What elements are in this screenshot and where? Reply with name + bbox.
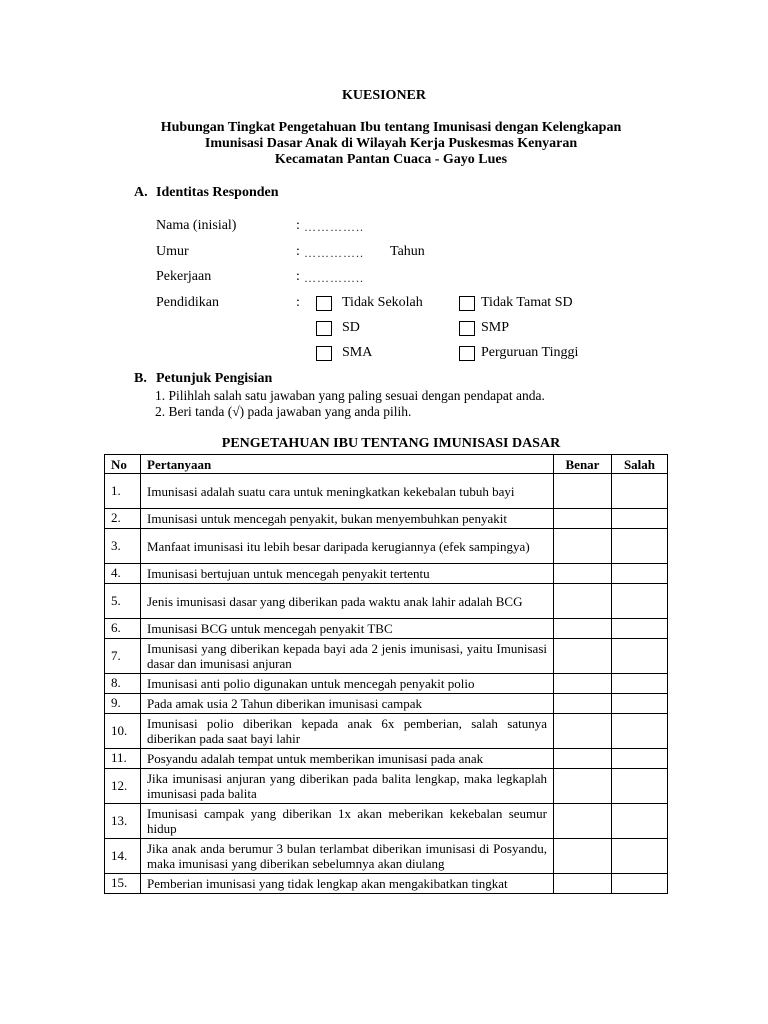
option-label: Tidak Sekolah: [342, 295, 423, 310]
option-label: SD: [342, 320, 360, 335]
field-colon: :: [296, 295, 300, 310]
row-number: 1.: [105, 474, 141, 509]
table-title: PENGETAHUAN IBU TENTANG IMUNISASI DASAR: [221, 436, 561, 451]
row-number: 12.: [105, 769, 141, 804]
section-a-heading: [134, 185, 279, 201]
question-text: Jika imunisasi anjuran yang diberikan pada balita lengkap, maka legkaplah imunisasi pada balita: [141, 769, 554, 804]
answer-true-cell[interactable]: [554, 674, 612, 694]
subtitle-line: Hubungan Tingkat Pengetahuan Ibu tentang Imunisasi dengan Kelengkapan: [160, 120, 622, 135]
option-label: Perguruan Tinggi: [481, 345, 579, 360]
name-input-dots[interactable]: …………..: [304, 220, 364, 234]
checkbox[interactable]: [316, 346, 332, 361]
table-row: [105, 529, 668, 564]
question-text: Imunisasi anti polio digunakan untuk mencegah penyakit polio: [141, 674, 554, 694]
question-text: Jika anak anda berumur 3 bulan terlambat diberikan imunisasi di Posyandu, maka imunisasi yang diberikan sebelumnya akan diulang: [141, 839, 554, 874]
answer-false-cell[interactable]: [612, 714, 668, 749]
answer-true-cell[interactable]: [554, 474, 612, 509]
age-input-dots[interactable]: …………..: [304, 246, 364, 260]
answer-false-cell[interactable]: [612, 509, 668, 529]
field-label-education: Pendidikan: [156, 295, 219, 310]
checkbox[interactable]: [459, 296, 475, 311]
answer-false-cell[interactable]: [612, 639, 668, 674]
question-text: Imunisasi BCG untuk mencegah penyakit TBC: [141, 619, 554, 639]
row-number: 6.: [105, 619, 141, 639]
field-label-name: Nama (inisial): [156, 218, 237, 233]
table-row: [105, 874, 668, 894]
question-text: Imunisasi adalah suatu cara untuk meningkatkan kekebalan tubuh bayi: [141, 474, 554, 509]
question-text: Jenis imunisasi dasar yang diberikan pada waktu anak lahir adalah BCG: [141, 584, 554, 619]
field-colon: :: [296, 218, 300, 233]
field-colon: :: [296, 269, 300, 284]
occupation-input-dots[interactable]: …………..: [304, 271, 364, 285]
header-true: Benar: [554, 455, 612, 474]
row-number: 7.: [105, 639, 141, 674]
table-header-row: [105, 455, 668, 474]
questionnaire-subtitle: [0, 120, 768, 168]
table-row: [105, 804, 668, 839]
page-title: KUESIONER: [341, 88, 427, 103]
answer-false-cell[interactable]: [612, 874, 668, 894]
header-question: Pertanyaan: [141, 455, 554, 474]
answer-false-cell[interactable]: [612, 619, 668, 639]
question-text: Imunisasi campak yang diberikan 1x akan meberikan kekebalan seumur hidup: [141, 804, 554, 839]
row-number: 11.: [105, 749, 141, 769]
answer-false-cell[interactable]: [612, 839, 668, 874]
row-number: 3.: [105, 529, 141, 564]
answer-false-cell[interactable]: [612, 564, 668, 584]
table-row: [105, 714, 668, 749]
answer-true-cell[interactable]: [554, 564, 612, 584]
answer-true-cell[interactable]: [554, 839, 612, 874]
question-text: Imunisasi bertujuan untuk mencegah penyakit tertentu: [141, 564, 554, 584]
row-number: 15.: [105, 874, 141, 894]
answer-false-cell[interactable]: [612, 804, 668, 839]
answer-true-cell[interactable]: [554, 694, 612, 714]
answer-false-cell[interactable]: [612, 674, 668, 694]
option-label: SMP: [481, 320, 510, 335]
answer-true-cell[interactable]: [554, 874, 612, 894]
answer-true-cell[interactable]: [554, 619, 612, 639]
answer-false-cell[interactable]: [612, 749, 668, 769]
header-false: Salah: [612, 455, 668, 474]
question-text: Pada amak usia 2 Tahun diberikan imunisasi campak: [141, 694, 554, 714]
field-label-occupation: Pekerjaan: [156, 269, 212, 284]
checkbox[interactable]: [459, 321, 475, 336]
field-label-age: Umur: [156, 244, 189, 259]
instruction-2: 2. Beri tanda (√) pada jawaban yang anda pilih.: [155, 404, 412, 419]
option-label: SMA: [342, 345, 373, 360]
question-text: Imunisasi polio diberikan kepada anak 6x pemberian, salah satunya diberikan pada saat bayi lahir: [141, 714, 554, 749]
answer-true-cell[interactable]: [554, 529, 612, 564]
table-row: [105, 619, 668, 639]
table-row: [105, 474, 668, 509]
subtitle-line: Imunisasi Dasar Anak di Wilayah Kerja Puskesmas Kenyaran: [204, 136, 578, 151]
answer-true-cell[interactable]: [554, 509, 612, 529]
row-number: 14.: [105, 839, 141, 874]
table-row: [105, 769, 668, 804]
answer-true-cell[interactable]: [554, 749, 612, 769]
section-b-heading: [134, 371, 272, 387]
table-row: [105, 749, 668, 769]
question-text: Pemberian imunisasi yang tidak lengkap akan mengakibatkan tingkat: [141, 874, 554, 894]
question-text: Manfaat imunisasi itu lebih besar daripada kerugiannya (efek sampingya): [141, 529, 554, 564]
answer-true-cell[interactable]: [554, 714, 612, 749]
table-row: [105, 564, 668, 584]
option-label: Tidak Tamat SD: [481, 295, 573, 310]
row-number: 5.: [105, 584, 141, 619]
section-title: Identitas Responden: [156, 185, 279, 200]
answer-true-cell[interactable]: [554, 804, 612, 839]
header-no: No: [105, 455, 141, 474]
question-text: Posyandu adalah tempat untuk memberikan imunisasi pada anak: [141, 749, 554, 769]
answer-true-cell[interactable]: [554, 639, 612, 674]
subtitle-line: Kecamatan Pantan Cuaca - Gayo Lues: [274, 152, 508, 167]
table-row: [105, 509, 668, 529]
table-row: [105, 584, 668, 619]
row-number: 8.: [105, 674, 141, 694]
answer-true-cell[interactable]: [554, 584, 612, 619]
answer-true-cell[interactable]: [554, 769, 612, 804]
knowledge-table: [104, 454, 668, 894]
table-row: [105, 639, 668, 674]
age-unit: Tahun: [390, 244, 425, 259]
question-text: Imunisasi yang diberikan kepada bayi ada 2 jenis imunisasi, yaitu Imunisasi dasar dan imunisasi anjuran: [141, 639, 554, 674]
table-row: [105, 674, 668, 694]
row-number: 10.: [105, 714, 141, 749]
checkbox[interactable]: [459, 346, 475, 361]
answer-false-cell[interactable]: [612, 474, 668, 509]
table-row: [105, 839, 668, 874]
row-number: 9.: [105, 694, 141, 714]
row-number: 4.: [105, 564, 141, 584]
answer-false-cell[interactable]: [612, 694, 668, 714]
row-number: 13.: [105, 804, 141, 839]
table-row: [105, 694, 668, 714]
question-text: Imunisasi untuk mencegah penyakit, bukan menyembuhkan penyakit: [141, 509, 554, 529]
checkbox[interactable]: [316, 296, 332, 311]
section-number: A.: [134, 185, 148, 200]
answer-false-cell[interactable]: [612, 529, 668, 564]
instruction-1: 1. Pilihlah salah satu jawaban yang paling sesuai dengan pendapat anda.: [155, 388, 545, 403]
section-title: Petunjuk Pengisian: [156, 371, 273, 386]
section-number: B.: [134, 371, 147, 386]
checkbox[interactable]: [316, 321, 332, 336]
row-number: 2.: [105, 509, 141, 529]
answer-false-cell[interactable]: [612, 584, 668, 619]
field-colon: :: [296, 244, 300, 259]
answer-false-cell[interactable]: [612, 769, 668, 804]
